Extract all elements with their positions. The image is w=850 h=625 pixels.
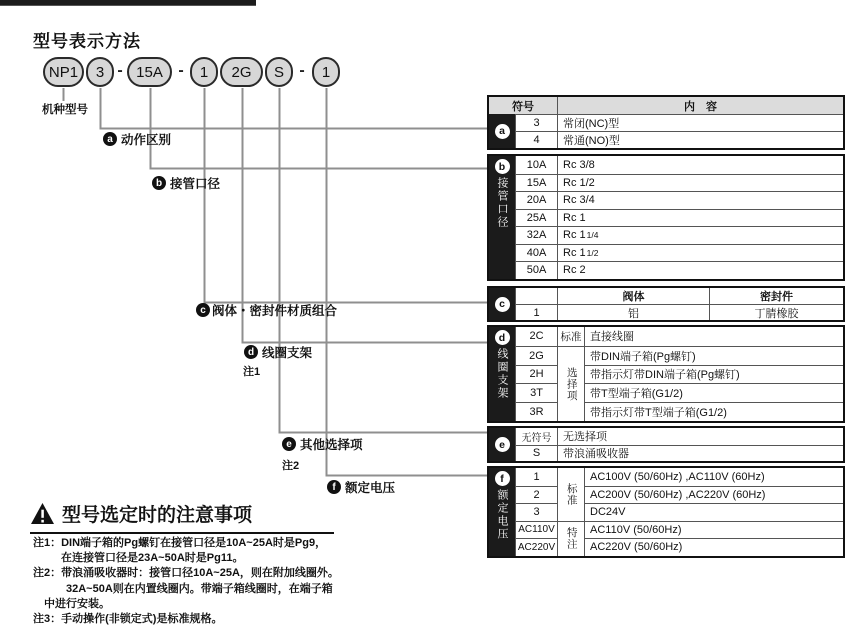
content-cell: AC200V (50/60Hz) ,AC220V (60Hz) (584, 486, 843, 504)
body-material-cell: 铝 (557, 304, 709, 320)
content-cell: Rc 3/8 (557, 156, 843, 174)
letter-badge-a: a (495, 124, 510, 139)
column-header-content: 内 容 (557, 97, 843, 114)
table-action-type (487, 95, 845, 150)
seal-material-cell: 丁腈橡胶 (709, 304, 843, 320)
note-ref-1: 注1 (243, 366, 261, 378)
content-cell: 直接线圈 (584, 327, 843, 346)
code-separator: - (117, 62, 123, 79)
column-header-symbol: 符号 (489, 97, 557, 114)
machine-model-label: 机种型号 (42, 104, 88, 116)
content-cell: DC24V (584, 503, 843, 521)
note-line: 注2：带浪涌吸收器时：接管口径10A~25A，则在附加线圈外。 (33, 567, 339, 580)
code-cell: 3 (515, 503, 557, 521)
group-cell-standard: 标准 (557, 468, 584, 521)
content-cell: AC220V (50/60Hz) (584, 538, 843, 556)
code-cell: 2H (515, 365, 557, 384)
callout-label: 接管口径 (170, 177, 221, 191)
letter-badge-c: c (196, 303, 210, 317)
page-title: 型号表示方法 (33, 32, 141, 51)
table-other-options (487, 426, 845, 463)
callout-action-type (103, 130, 171, 148)
code-cell: 3R (515, 402, 557, 421)
code-cell: 20A (515, 191, 557, 209)
code-cell: AC220V (515, 538, 557, 556)
code-bubble-series: NP1 (43, 57, 84, 87)
content-cell: 常通(NO)型 (557, 131, 843, 148)
content-cell: 无选择项 (557, 428, 843, 445)
column-header-body: 阀体 (557, 288, 709, 304)
letter-badge-d: d (495, 330, 510, 345)
section-tab-b (489, 156, 515, 279)
code-bubble-voltage: 1 (312, 57, 340, 87)
callout-port-size (152, 174, 220, 192)
column-header-seal: 密封件 (709, 288, 843, 304)
content-cell: 带指示灯带T型端子箱(G1/2) (584, 402, 843, 421)
content-cell: Rc 1/2 (557, 174, 843, 192)
code-cell: 2G (515, 346, 557, 365)
group-cell-standard: 标准 (557, 327, 584, 346)
table-material (487, 286, 845, 322)
callout-label: 其他选择项 (300, 438, 363, 452)
code-cell: AC110V (515, 521, 557, 539)
code-cell: 3T (515, 383, 557, 402)
table-coil-bracket (487, 325, 845, 423)
content-cell: AC100V (50/60Hz) ,AC110V (60Hz) (584, 468, 843, 486)
code-separator: - (299, 62, 305, 79)
callout-rated-voltage (327, 478, 395, 496)
content-cell: 带DIN端子箱(Pg螺钉) (584, 346, 843, 365)
code-cell: 无符号 (515, 428, 557, 445)
note-line: 中进行安装。 (44, 597, 110, 610)
group-cell-special: 特注 (557, 521, 584, 556)
group-cell-optional: 选择项 (557, 346, 584, 421)
callout-coil-bracket (244, 343, 312, 361)
content-cell: Rc 1 1/2 (557, 244, 843, 262)
letter-badge-a: a (103, 132, 117, 146)
code-cell: 15A (515, 174, 557, 192)
letter-badge-e: e (495, 437, 510, 452)
code-bubble-action: 3 (86, 57, 114, 87)
code-bubble-option: S (265, 57, 293, 87)
content-cell: Rc 1 1/4 (557, 226, 843, 244)
section-tab-c (489, 288, 515, 320)
section-tab-e (489, 428, 515, 461)
note-ref-2: 注2 (282, 460, 300, 472)
letter-badge-d: d (244, 345, 258, 359)
empty-cell (515, 288, 557, 304)
note-line: 注1：DIN端子箱的Pg螺钉在接管口径是10A~25A时是Pg9， (33, 537, 327, 549)
callout-label: 线圈支架 (262, 346, 313, 360)
code-bubble-material: 1 (190, 57, 218, 87)
section-tab-f (489, 468, 515, 556)
content-cell: Rc 1 (557, 209, 843, 227)
content-cell: Rc 2 (557, 261, 843, 279)
content-cell: 带T型端子箱(G1/2) (584, 383, 843, 402)
table-port-size (487, 154, 845, 281)
section-tab-d (489, 327, 515, 421)
code-cell: 10A (515, 156, 557, 174)
letter-badge-b: b (152, 176, 166, 190)
notes-block (33, 536, 339, 625)
code-cell: 1 (515, 468, 557, 486)
code-bubble-coil: 2G (220, 57, 263, 87)
callout-label: 动作区别 (121, 133, 172, 147)
letter-badge-f: f (327, 480, 341, 494)
content-cell: AC110V (50/60Hz) (584, 521, 843, 539)
section-tab-a (489, 114, 515, 148)
callout-label: 阀体・密封件材质组合 (212, 304, 338, 318)
code-cell: 1 (515, 304, 557, 320)
content-cell: 带指示灯带DIN端子箱(Pg螺钉) (584, 365, 843, 384)
warning-icon (30, 502, 55, 525)
callout-other-option (282, 435, 363, 453)
code-cell: 40A (515, 244, 557, 262)
notice-title-block (30, 500, 334, 534)
note-line: 注3：手动操作(非锁定式)是标准规格。 (33, 613, 223, 625)
content-cell: Rc 3/4 (557, 191, 843, 209)
code-cell: S (515, 445, 557, 462)
code-cell: 2C (515, 327, 557, 346)
code-cell: 2 (515, 486, 557, 504)
callout-material (196, 301, 337, 319)
code-cell: 25A (515, 209, 557, 227)
letter-badge-b: b (495, 159, 510, 174)
callout-label: 额定电压 (345, 481, 396, 495)
code-cell: 4 (515, 131, 557, 148)
section-side-label: 额定电压 (496, 489, 509, 541)
note-line: 在连接管口径是23A~50A时是Pg11。 (61, 552, 244, 565)
code-cell: 32A (515, 226, 557, 244)
table-rated-voltage (487, 466, 845, 558)
code-cell: 3 (515, 114, 557, 131)
content-cell: 常闭(NC)型 (557, 114, 843, 131)
section-side-label: 线圈支架 (496, 348, 509, 400)
notice-title: 型号选定时的注意事项 (62, 505, 253, 526)
top-accent-bar (0, 0, 256, 6)
letter-badge-c: c (495, 297, 510, 312)
letter-badge-f: f (495, 471, 510, 486)
content-cell: 带浪涌吸收器 (557, 445, 843, 462)
code-separator: - (178, 62, 184, 79)
code-cell: 50A (515, 261, 557, 279)
section-side-label: 接管口径 (496, 177, 509, 229)
letter-badge-e: e (282, 437, 296, 451)
code-bubble-port-size: 15A (127, 57, 172, 87)
note-line: 32A~50A则在内置线圈内。带端子箱线圈时，在端子箱 (66, 582, 333, 595)
